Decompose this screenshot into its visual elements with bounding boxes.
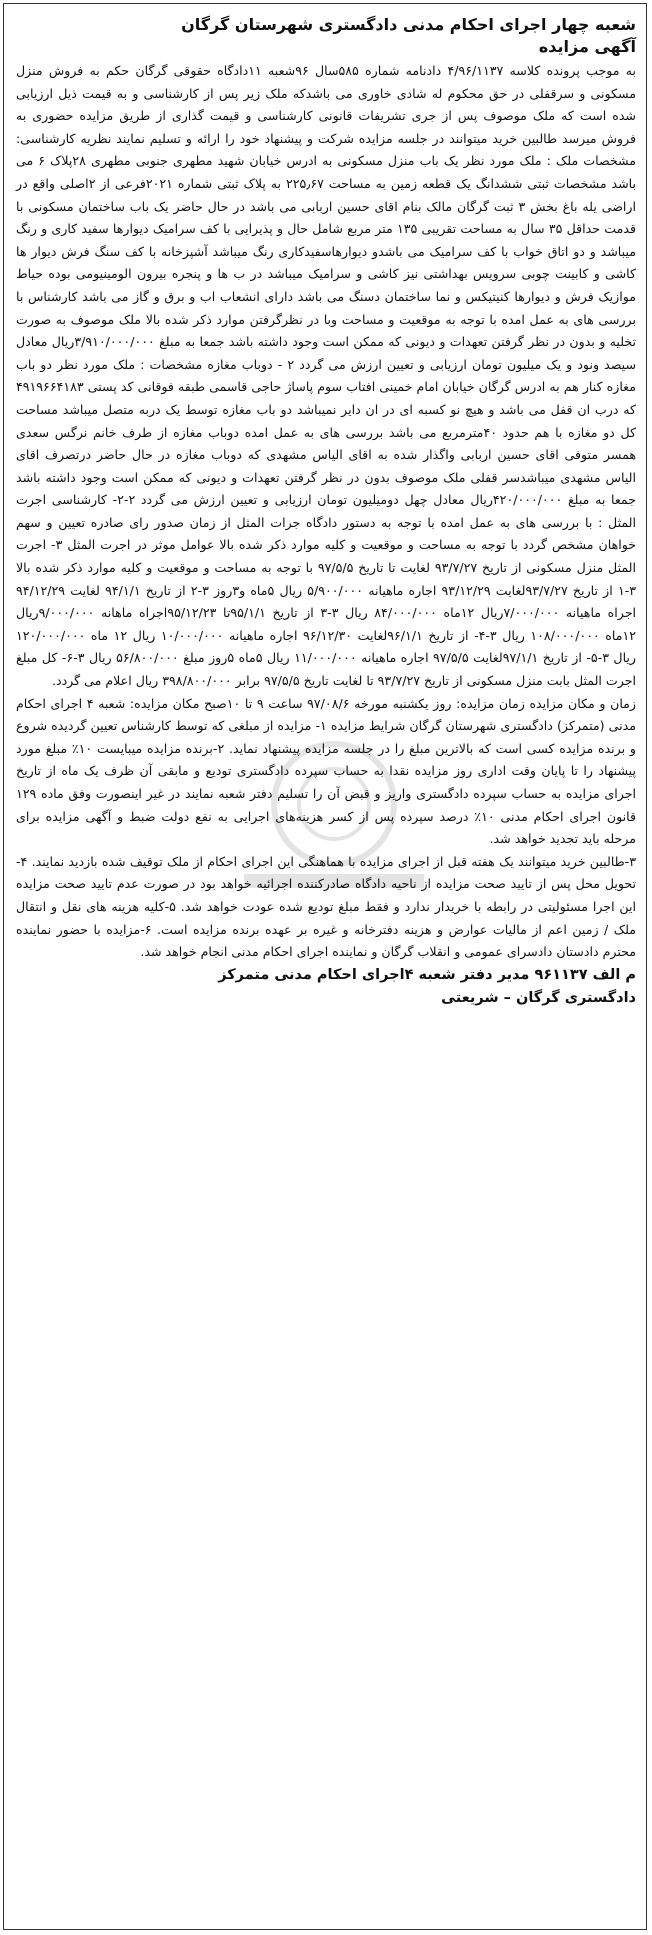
notice-content: [16, 14, 636, 1919]
notice-subtitle: آگهی مزایده: [538, 37, 636, 56]
notice-body: [16, 60, 636, 964]
notice-title: شعبه چهار اجرای احکام مدنی دادگستری شهرستان گرگان: [181, 15, 636, 34]
paragraph-auction-conditions: زمان و مکان مزایده زمان مزایده: روز یکشنبه مورخه ۹۷/۰۸/۶ ساعت ۹ تا ۱۰صبح مکان مزایده: شعبه ۴ اجرای احکام مدنی (متمرکز) دادگستری شهرستان گرگان شرایط مزایده ۱- مزایده از مبلغی که توسط کارشناس تعیین گردیده شروع و برنده مزایده کسی است که بالاترین مبلغ را در جلسه مزایده پیشنهاد نماید. ۲-برنده مزایده میبایست ۱۰٪ مبلغ مورد پیشنهاد را تا پایان وقت اداری روز مزایده نقدا به حساب سپرده دادگستری تودیع و مابقی آن ظرف یک ماه از تاریخ اجرای مزایده به حساب سپرده دادگستری واریز و قبض آن را تسلیم دفتر شعبه نمایند در غیر اینصورت وفق ماده ۱۲۹ قانون اجرای احکام مدنی ۱۰٪ درصد سپرده پس از کسر هزینه‌های اجرایی به نفع دولت ضبط و آگهی مزایده برای مرحله باید تجدید خواهد شد.: [16, 695, 636, 847]
paragraph-auction-terms: ۳-طالبین خرید میتوانند یک هفته قبل از اجرای مزایده با هماهنگی این اجرای احکام از ملک توقیف شده بازدید نمایند. ۴-تحویل محل پس از تایید صحت مزایده از ناحیه دادگاه صادرکننده اجرائیه خواهد بود در صورت عدم تایید صحت مزایده این اجرا مسئولیتی در رابطه با خریدار ندارد و فقط مبلغ تودیع شده عودت خواهد شد. ۵-کلیه هزینه های نقل و انتقال ملک / زمین اعم از مالیات عوارض و هزینه دفترخانه و غیره بر عهده برنده مزایده است. ۶-مزایده با حضور نماینده محترم دادستان دادسرای عمومی و انقلاب گرگان و نماینده اجرای احکام مدنی انجام خواهد شد.: [16, 853, 636, 960]
footer-signature: م الف ۹۶۱۱۳۷ مدیر دفتر شعبه ۴اجرای احکام مدنی متمرکز: [218, 966, 636, 983]
paragraph-property-details: به موجب پرونده کلاسه ۴/۹۶/۱۱۳۷ دادنامه شماره ۵۸۵سال ۹۶شعبه ۱۱دادگاه حقوقی گرگان حکم به فروش منزل مسکونی و سرقفلی در حق محکوم له شادی خاوری می باشدکه ملک زیر پس از کارشناسی و به قیمت ذیل ارزیابی شده است که ملک موصوف پس از جری تشریفات قانونی کارشناسی و قیمت گذاری از طریق مزایده حضوری به فروش میرسد طالبین خرید میتوانند در جلسه مزایده شرکت و پیشنهاد خود را ارائه و تسلیم نمایند نظریه کارشناسی: مشخصات ملک : ملک مورد نظر یک باب منزل مسکونی به ادرس خیابان شهید مطهری جنوبی مطهری ۲۸پلاک ۶ می باشد مشخصات ثبتی ششدانگ یک قطعه زمین به مساحت ۲۲۵٫۶۷ به پلاک ثبتی شماره ۲۰۲۱فرعی از ۲اصلی واقع در اراضی یله باغ بخش ۳ ثبت گرگان مالک بنام اقای حسین اربابی می باشد در حال حاضر یک باب ساختمان مسکونی با قدمت حداقل ۳۵ سال به مساحت تقریبی ۱۳۵ متر مربع شامل حال و پذیرایی با کف سرامیک دیوارها سفید کاری و رنگ میباشد و دو اتاق خواب با کف سرامیک می باشدو دیوارهاسفیدکاری رنگ میباشد آشپزخانه با کف سنگ فرش دیوار ها کاشی و کابینت چوبی سرویس بهداشتی نیز کاشی و سرامیک میباشد در ب ها و پنجره بیرون الومینیومی بوده حیاط موازیک فرش و دیوارها کنیتیکس و نما ساختمان دسنگ می باشد دارای انشعاب اب و برق و گاز می باشد کارشناس با بررسی های به عمل امده با توجه به موقعیت و مساحت وبا در نظرگرفتن موارد ذکر شده بالا ملک موصوف به صورت تخلیه و بدون در نظر گرفتن تعهدات و دیونی که ممکن است وجود داشته باشد جمعا به مبلغ ۳/۹۱۰/۰۰۰/۰۰۰ریال معادل سیصد ونود و یک میلیون تومان ارزیابی و تعیین ارزش می گردد ۲ - دوباب مغازه مشخصات : ملک مورد نظر دو باب مغازه کنار هم به ادرس گرگان خیابان امام خمینی افتاب سوم پاساژ حاجی قاسمی طبقه فوقانی کد پستی ۴۹۱۹۶۶۴۱۸۳ که درب ان قفل می باشد و هیچ نو کسبه ای در ان دایر نمیباشد دو باب مغازه توسط یک دربه متصل میباشد مساحت کل دو مغازه با هم حدود ۴۰مترمربع می باشد بررسی های به عمل امده دوباب مغازه از طرف خانم نرگس سعدی همسر متوفی اقای حسین اربابی واگذار شده به اقای الیاس مشهدی که دوباب مغازه در حال حاضر درتصرف اقای الیاس مشهدی میباشدسر قفلی ملک موصوف بدون در نظر گرفتن تعهدات و دیونی که ممکن است وجود داشته باشد جمعا به مبلغ ۴۲۰/۰۰۰/۰۰۰ریال معادل چهل دومیلیون تومان ارزیابی و تعیین ارزش می گردد ۲-۲- کارشناسی اجرت المثل : با بررسی های به عمل امده با توجه به دستور دادگاه جرات المثل از زمان صدور رای صادره تعیین و سهم خواهان مشخص گردد با توجه به مساحت و موقعیت و کلیه موارد ذکر شده بالا عوامل موثر در اجرت المثل ۳- اجرت المثل منزل مسکونی از تاریخ ۹۳/۷/۲۷ لغایت تا تاریخ ۹۷/۵/۵ با توجه به مساحت و موقعیت و کلیه موارد ذکر شده بالا ۳-۱ از تاریخ ۹۳/۷/۲۷لغایت ۹۳/۱۲/۲۹ اجاره ماهیانه ۵/۹۰۰/۰۰۰ ریال ۵ماه و۳روز ۳-۲ از تاریخ ۹۴/۱/۱ لغایت ۹۴/۱۲/۲۹ اجراه ماهیانه ۷/۰۰۰/۰۰۰ریال ۱۲ماه ۸۴/۰۰۰/۰۰۰ ریال ۳-۳ از تاریخ ۹۵/۱/۱تا ۹۵/۱۲/۲۳اجراه ماهانه ۹/۰۰۰/۰۰۰ریال ۱۲ماه ۱۰۸/۰۰۰/۰۰۰ ریال ۳-۴- از تاریخ ۹۶/۱/۱لغایت ۹۶/۱۲/۳۰ اجاره ماهیانه ۱۰/۰۰۰/۰۰۰ ریال ۱۲ ماه ۱۲۰/۰۰۰/۰۰۰ ریال ۳-۵- از تاریخ ۹۷/۱/۱لغایت ۹۷/۵/۵ اجاره ماهیانه ۱۱/۰۰۰/۰۰۰ ریال ۵ماه ۵روز مبلغ ۵۶/۸۰۰/۰۰۰ ریال ۳-۶- کل مبلغ اجرت المثل بابت منزل مسکونی از تاریخ ۹۳/۷/۲۷ تا لغایت تاریخ ۹۷/۵/۵ برابر ۳۹۸/۸۰۰/۰۰۰ ریال اعلام می گردد.: [16, 63, 637, 689]
footer-office: دادگستری گرگان – شریعتی: [441, 989, 636, 1006]
notice-frame: [3, 3, 647, 1930]
